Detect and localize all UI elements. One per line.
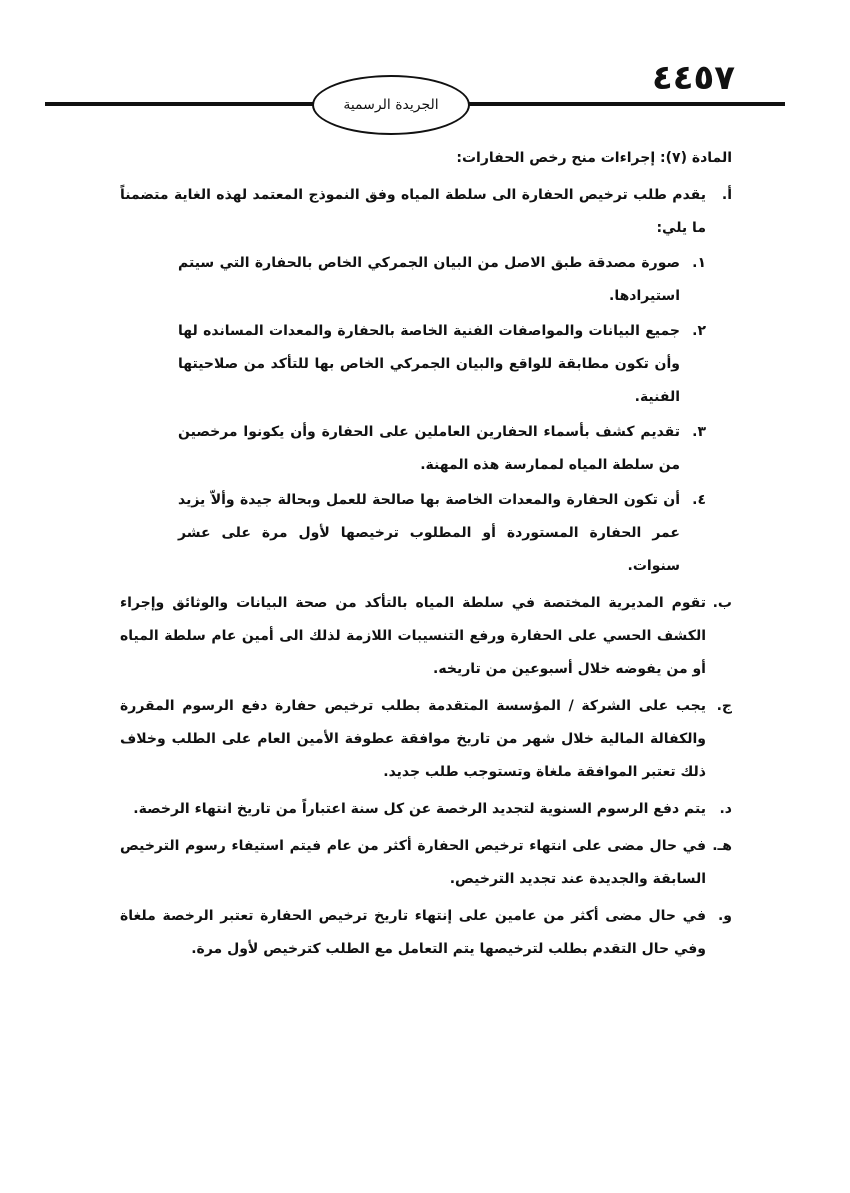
- clause-label: ج.: [716, 698, 732, 714]
- publication-title-oval: [312, 75, 470, 135]
- item-text: جميع البيانات والمواصفات الفنية الخاصة بالحفارة والمعدات المسانده لها وأن تكون مطابقة للواقع والبيان الجمركي الخاص بها للتأكد من صلاحيتها الفنية.: [178, 323, 680, 405]
- clause-text: يقدم طلب ترخيص الحفارة الى سلطة المياه وفق النموذج المعتمد لهذه الغاية متضمناً ما يلي:: [120, 187, 706, 236]
- list-item: [178, 416, 706, 482]
- item-label: ٤.: [692, 492, 706, 508]
- list-item: [178, 484, 706, 583]
- clause-c: [120, 690, 732, 789]
- list-item: [178, 315, 706, 414]
- item-label: ٣.: [692, 424, 706, 440]
- clause-label: د.: [719, 801, 732, 817]
- item-label: ٢.: [692, 323, 706, 339]
- clause-e: [120, 830, 732, 896]
- page-number: ٤٤٥٧: [652, 58, 736, 98]
- clause-label: ب.: [712, 595, 732, 611]
- item-text: صورة مصدقة طبق الاصل من البيان الجمركي الخاص بالحفارة التي سيتم استيرادها.: [178, 255, 680, 304]
- list-item: [178, 247, 706, 313]
- publication-title: الجريدة الرسمية: [343, 97, 439, 113]
- clause-label: أ.: [721, 187, 732, 203]
- item-label: ١.: [692, 255, 706, 271]
- clause-text: في حال مضى على انتهاء ترخيص الحفارة أكثر من عام فيتم استيفاء رسوم الترخيص السابقة والجديدة عند تجديد الترخيص.: [120, 838, 706, 887]
- clause-label: و.: [717, 908, 732, 924]
- clause-text: يجب على الشركة / المؤسسة المتقدمة بطلب ترخيص حفارة دفع الرسوم المقررة والكفالة المالية خلال شهر من تاريخ موافقة عطوفة الأمين العام على الطلب وخلاف ذلك تعتبر الموافقة ملغاة وتستوجب طلب جديد.: [120, 698, 706, 780]
- article-heading: المادة (٧): إجراءات منح رخص الحفارات:: [456, 150, 732, 166]
- clause-d: [120, 793, 732, 826]
- clause-label: هـ.: [712, 838, 732, 854]
- clause-b: [120, 587, 732, 686]
- item-text: أن تكون الحفارة والمعدات الخاصة بها صالحة للعمل وبحالة جيدة وألاّ يزيد عمر الحفارة المستوردة أو المطلوب ترخيصها لأول مرة على عشر سنوات.: [178, 492, 680, 574]
- item-text: تقديم كشف بأسماء الحفارين العاملين على الحفارة وأن يكونوا مرخصين من سلطة المياه لممارسة هذه المهنة.: [178, 424, 680, 473]
- clause-a-items: [178, 247, 706, 583]
- article-body: [120, 142, 732, 966]
- clause-text: يتم دفع الرسوم السنوية لتجديد الرخصة عن كل سنة اعتباراً من تاريخ انتهاء الرخصة.: [133, 801, 706, 817]
- clause-text: في حال مضى أكثر من عامين على إنتهاء تاريخ ترخيص الحفارة تعتبر الرخصة ملغاة وفي حال التقدم بطلب لترخيصها يتم التعامل مع الطلب كترخيص لأول مرة.: [120, 908, 706, 957]
- clause-a: [120, 179, 732, 245]
- clause-text: تقوم المديرية المختصة في سلطة المياه بالتأكد من صحة البيانات والوثائق وإجراء الكشف الحسي على الحفارة ورفع التنسيبات اللازمة لذلك الى أمين عام سلطة المياه أو من يفوضه خلال أسبوعين من تاريخه.: [120, 595, 706, 677]
- clause-f: [120, 900, 732, 966]
